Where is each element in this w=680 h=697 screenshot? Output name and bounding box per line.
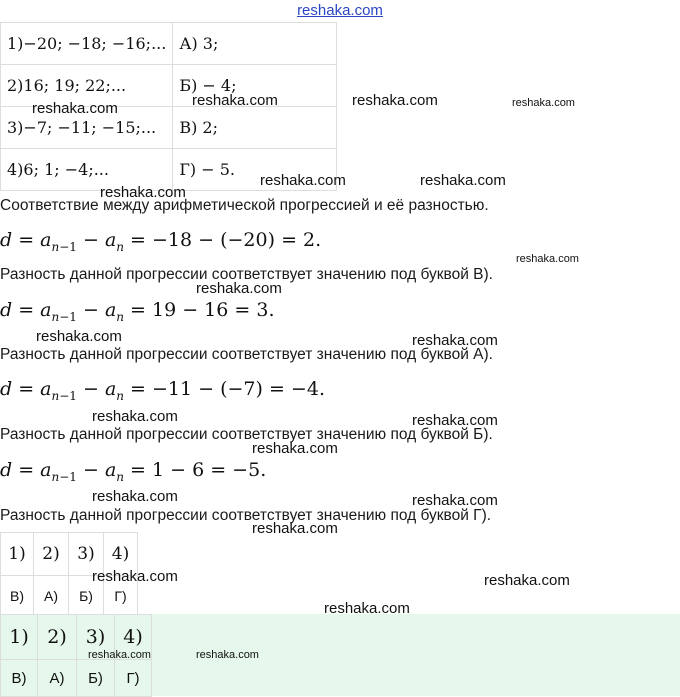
watermark: reshaka.com — [324, 600, 410, 617]
answer-letter-cell: Г) — [104, 576, 138, 617]
answer-number-cell: 2) — [34, 533, 69, 576]
final-number-cell: 2) — [38, 615, 77, 660]
progression-cell: 3)−7; −11; −15;... — [1, 107, 173, 149]
final-letter-cell: А) — [38, 660, 77, 697]
watermark: reshaka.com — [92, 568, 178, 585]
difference-cell: А) 3; — [173, 23, 337, 65]
final-number-cell: 1) — [1, 615, 38, 660]
final-number-cell: 3) — [77, 615, 115, 660]
answer-letter-cell: Б) — [69, 576, 104, 617]
watermark: reshaka.com — [252, 440, 338, 457]
difference-cell: В) 2; — [173, 107, 337, 149]
table-row — [1, 23, 337, 65]
table-row — [1, 660, 152, 697]
progression-cell: 2)16; 19; 22;... — [1, 65, 173, 107]
watermark: reshaka.com — [412, 492, 498, 509]
intro-text: Соответствие между арифметической прогрессией и её разностью. — [0, 197, 489, 214]
watermark: reshaka.com — [352, 92, 438, 109]
watermark: reshaka.com — [252, 520, 338, 537]
solution-conclusion: Разность данной прогрессии соответствует значению под буквой В). — [0, 266, 493, 283]
watermark: reshaka.com — [196, 280, 282, 297]
solution-formula: $d = a_{n-1} - a_n = -11 - (-7) = -4$. — [0, 378, 325, 403]
solution-formula: $d = a_{n-1} - a_n = 19 - 16 = 3$. — [0, 299, 275, 324]
answer-letter-cell: А) — [34, 576, 69, 617]
watermark: reshaka.com — [88, 649, 151, 661]
watermark: reshaka.com — [92, 488, 178, 505]
watermark: reshaka.com — [196, 649, 259, 661]
difference-cell: Г) − 5. — [173, 149, 337, 191]
answer-number-cell: 3) — [69, 533, 104, 576]
final-letter-cell: Г) — [115, 660, 152, 697]
difference-cell: Б) − 4; — [173, 65, 337, 107]
final-letter-cell: В) — [1, 660, 38, 697]
watermark: reshaka.com — [512, 97, 575, 109]
answer-letter-cell: В) — [1, 576, 34, 617]
progression-cell: 4)6; 1; −4;... — [1, 149, 173, 191]
answer-number-cell: 1) — [1, 533, 34, 576]
watermark: reshaka.com — [192, 92, 278, 109]
watermark: reshaka.com — [412, 332, 498, 349]
watermark: reshaka.com — [92, 408, 178, 425]
watermark: reshaka.com — [36, 328, 122, 345]
solution-conclusion: Разность данной прогрессии соответствует значению под буквой А). — [0, 346, 493, 363]
solution-formula: $d = a_{n-1} - a_n = 1 - 6 = -5$. — [0, 459, 267, 484]
solution-conclusion: Разность данной прогрессии соответствует значению под буквой Б). — [0, 426, 493, 443]
watermark: reshaka.com — [100, 184, 186, 201]
watermark: reshaka.com — [32, 100, 118, 117]
watermark: reshaka.com — [412, 412, 498, 429]
progression-cell: 1)−20; −18; −16;... — [1, 23, 173, 65]
solution-conclusion: Разность данной прогрессии соответствует значению под буквой Г). — [0, 507, 492, 524]
final-letter-cell: Б) — [77, 660, 115, 697]
site-logo-link[interactable]: reshaka.com — [297, 2, 383, 19]
solution-formula: $d = a_{n-1} - a_n = -18 - (-20) = 2$. — [0, 229, 322, 254]
watermark: reshaka.com — [420, 172, 506, 189]
watermark: reshaka.com — [260, 172, 346, 189]
final-number-cell: 4) — [115, 615, 152, 660]
answer-number-cell: 4) — [104, 533, 138, 576]
watermark: reshaka.com — [484, 572, 570, 589]
watermark: reshaka.com — [516, 253, 579, 265]
